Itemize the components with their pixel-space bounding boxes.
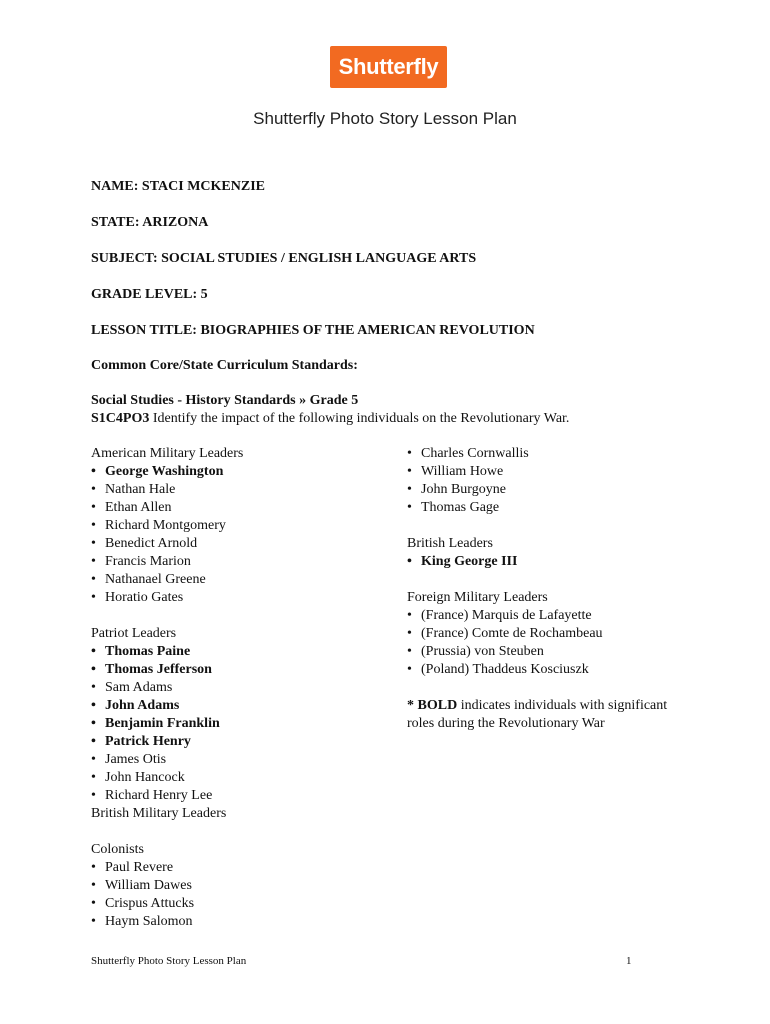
name-field: NAME: STACI MCKENZIE <box>91 179 265 194</box>
list-item-label: Francis Marion <box>105 554 191 569</box>
colonists-list <box>91 859 391 931</box>
right-column <box>407 445 707 733</box>
bullet-icon: • <box>91 716 96 731</box>
bullet-icon: • <box>91 464 96 479</box>
list-item-label: Nathanael Greene <box>105 572 206 587</box>
british-military-list <box>407 445 707 517</box>
list-item <box>91 679 391 697</box>
list-item <box>91 769 391 787</box>
standard-item <box>91 410 711 428</box>
bullet-icon: • <box>91 734 96 749</box>
bullet-icon: • <box>407 608 412 623</box>
bullet-icon: • <box>91 536 96 551</box>
list-item <box>407 553 707 571</box>
list-item-label: James Otis <box>105 752 167 767</box>
list-item <box>91 535 391 553</box>
bold-note-marker: * BOLD <box>407 698 458 713</box>
list-item-label: Benjamin Franklin <box>105 716 220 731</box>
bullet-icon: • <box>91 572 96 587</box>
lesson-title-field: LESSON TITLE: BIOGRAPHIES OF THE AMERICAN REVOLUTION <box>91 323 535 338</box>
list-item-label: William Dawes <box>105 878 192 893</box>
list-item <box>91 697 391 715</box>
list-item <box>407 445 707 463</box>
list-item-label: (France) Marquis de Lafayette <box>421 608 592 623</box>
list-item-label: (France) Comte de Rochambeau <box>421 626 603 641</box>
foreign-leaders-list <box>407 607 707 679</box>
bold-note <box>407 697 677 733</box>
list-item-label: Paul Revere <box>105 860 174 875</box>
document-title: Shutterfly Photo Story Lesson Plan <box>253 109 517 128</box>
bullet-icon: • <box>407 464 412 479</box>
list-item-label: Patrick Henry <box>105 734 191 749</box>
page-number: 1 <box>626 955 632 967</box>
standard-text: Identify the impact of the following individuals on the Revolutionary War. <box>149 411 570 426</box>
bullet-icon: • <box>91 500 96 515</box>
list-item-label: Benedict Arnold <box>105 536 198 551</box>
list-item <box>407 661 707 679</box>
bullet-icon: • <box>91 752 96 767</box>
list-item <box>91 553 391 571</box>
list-item-label: Sam Adams <box>105 680 173 695</box>
list-item <box>91 715 391 733</box>
british-military-heading: British Military Leaders <box>91 806 227 821</box>
standards-line: Social Studies - History Standards » Grade 5 <box>91 393 359 408</box>
list-item-label: Richard Henry Lee <box>105 788 213 803</box>
list-item-label: (Poland) Thaddeus Kosciuszk <box>421 662 589 677</box>
list-item <box>91 751 391 769</box>
standard-code: S1C4PO3 <box>91 411 150 426</box>
list-item-label: Richard Montgomery <box>105 518 226 533</box>
british-leaders-heading: British Leaders <box>407 536 493 551</box>
list-item <box>91 913 391 931</box>
footer-title: Shutterfly Photo Story Lesson Plan <box>91 955 247 967</box>
state-field: STATE: ARIZONA <box>91 215 209 230</box>
list-item-label: John Hancock <box>105 770 185 785</box>
shutterfly-logo: Shutterfly <box>330 46 447 88</box>
bullet-icon: • <box>91 554 96 569</box>
bullet-icon: • <box>91 914 96 929</box>
bullet-icon: • <box>407 662 412 677</box>
bullet-icon: • <box>91 770 96 785</box>
bullet-icon: • <box>91 518 96 533</box>
list-item <box>91 733 391 751</box>
list-item-label: John Adams <box>105 698 180 713</box>
bullet-icon: • <box>91 590 96 605</box>
bullet-icon: • <box>407 626 412 641</box>
list-item <box>91 787 391 805</box>
bullet-icon: • <box>91 878 96 893</box>
american-military-list <box>91 463 391 607</box>
list-item-label: Ethan Allen <box>105 500 172 515</box>
standards-block <box>91 392 711 428</box>
bullet-icon: • <box>91 698 96 713</box>
bullet-icon: • <box>407 500 412 515</box>
patriot-leaders-heading: Patriot Leaders <box>91 626 177 641</box>
list-item-label: Charles Cornwallis <box>421 446 529 461</box>
list-item <box>91 499 391 517</box>
foreign-leaders-heading: Foreign Military Leaders <box>407 590 548 605</box>
bullet-icon: • <box>91 788 96 803</box>
list-item <box>407 643 707 661</box>
british-leaders-list <box>407 553 707 571</box>
colonists-heading: Colonists <box>91 842 144 857</box>
list-item <box>91 859 391 877</box>
list-item-label: Nathan Hale <box>105 482 176 497</box>
list-item <box>91 877 391 895</box>
list-item <box>91 895 391 913</box>
list-item-label: Thomas Gage <box>421 500 500 515</box>
list-item <box>91 661 391 679</box>
list-item <box>91 463 391 481</box>
bullet-icon: • <box>91 680 96 695</box>
left-column <box>91 445 391 931</box>
bullet-icon: • <box>407 482 412 497</box>
list-item <box>91 643 391 661</box>
list-item-label: John Burgoyne <box>421 482 506 497</box>
bold-note-text: indicates individuals with significant roles during the Revolutionary War <box>407 698 668 731</box>
bullet-icon: • <box>91 482 96 497</box>
list-item-label: King George III <box>421 554 518 569</box>
list-item-label: Crispus Attucks <box>105 896 195 911</box>
list-item-label: (Prussia) von Steuben <box>421 644 544 659</box>
bullet-icon: • <box>407 644 412 659</box>
american-military-heading: American Military Leaders <box>91 446 244 461</box>
bullet-icon: • <box>91 644 96 659</box>
list-item-label: Horatio Gates <box>105 590 184 605</box>
subject-field: SUBJECT: SOCIAL STUDIES / ENGLISH LANGUAGE ARTS <box>91 251 477 266</box>
list-item <box>407 625 707 643</box>
list-item-label: Thomas Jefferson <box>105 662 212 677</box>
list-item <box>407 607 707 625</box>
list-item-label: Thomas Paine <box>105 644 191 659</box>
list-item <box>91 481 391 499</box>
grade-level-field: GRADE LEVEL: 5 <box>91 287 208 302</box>
list-item <box>407 463 707 481</box>
bullet-icon: • <box>91 662 96 677</box>
bullet-icon: • <box>407 554 412 569</box>
list-item <box>407 499 707 517</box>
list-item <box>91 589 391 607</box>
standards-heading: Common Core/State Curriculum Standards: <box>91 358 358 373</box>
bullet-icon: • <box>91 860 96 875</box>
bullet-icon: • <box>91 896 96 911</box>
list-item-label: William Howe <box>421 464 504 479</box>
list-item <box>407 481 707 499</box>
list-item-label: George Washington <box>105 464 224 479</box>
list-item <box>91 571 391 589</box>
list-item <box>91 517 391 535</box>
list-item-label: Haym Salomon <box>105 914 193 929</box>
bullet-icon: • <box>407 446 412 461</box>
patriot-leaders-list <box>91 643 391 805</box>
